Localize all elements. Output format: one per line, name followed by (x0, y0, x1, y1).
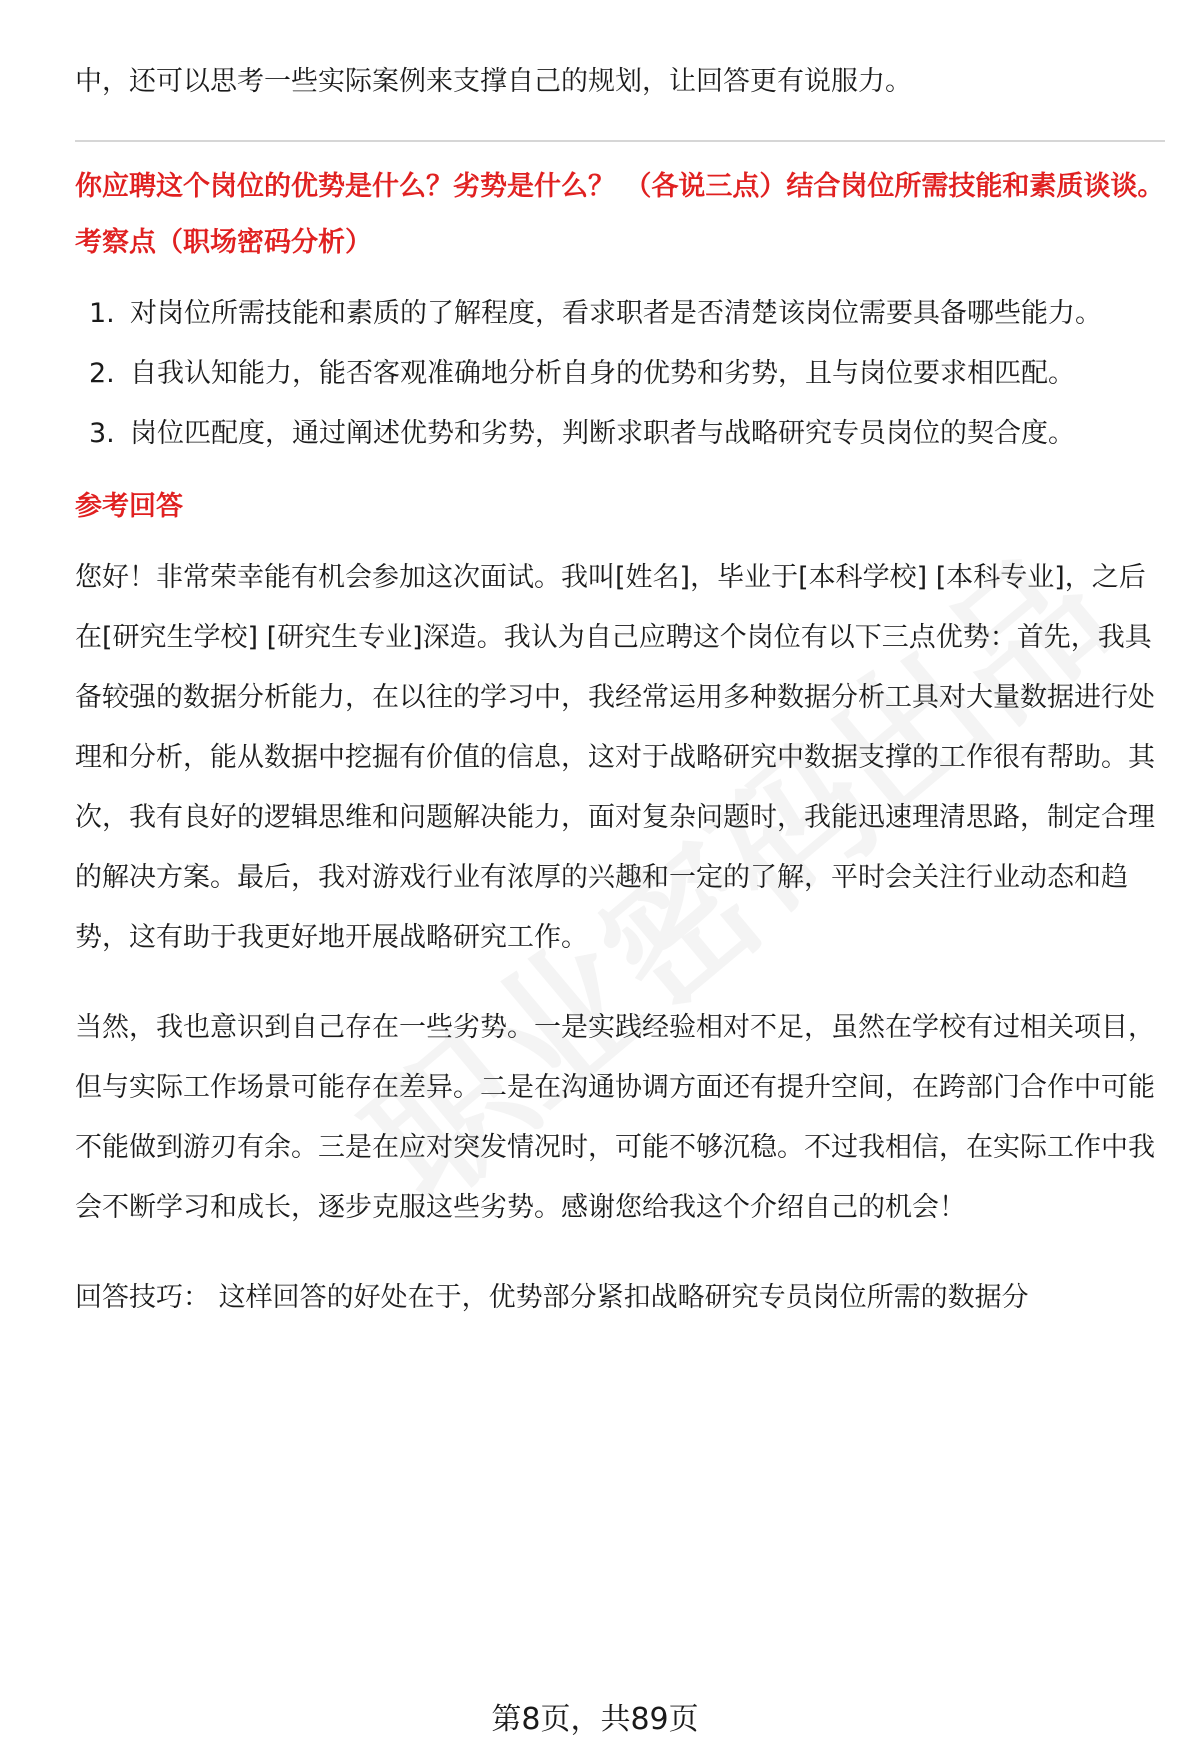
question-title: 你应聘这个岗位的优势是什么？劣势是什么？ （各说三点）结合岗位所需技能和素质谈谈。 (75, 171, 1165, 202)
assessment-heading: 考察点（职场密码分析） (75, 227, 372, 258)
intro-text: 中，还可以思考一些实际案例来支撑自己的规划，让回答更有说服力。 (75, 66, 912, 97)
list-number: 3. (89, 418, 115, 449)
assessment-list (75, 284, 1165, 464)
reference-paragraph: 当然，我也意识到自己存在一些劣势。一是实践经验相对不足，虽然在学校有过相关项目，但与实际工作场景可能存在差异。二是在沟通协调方面还有提升空间，在跨部门合作中可能不能做到游刃有余。三是在应对突发情况时，可能不够沉稳。不过我相信，在实际工作中我会不断学习和成长，逐步克服这些劣势。感谢您给我这个介绍自己的机会！ (75, 1012, 1155, 1223)
list-item (75, 284, 1165, 344)
section-divider (75, 140, 1165, 142)
reference-paragraph: 您好！非常荣幸能有机会参加这次面试。我叫[姓名]，毕业于[本科学校] [本科专业]，之后在[研究生学校] [研究生专业]深造。我认为自己应聘这个岗位有以下三点优势：首先，我具备较强的数据分析能力，在以往的学习中，我经常运用多种数据分析工具对大量数据进行处理和分析，能从数据中挖掘有价值的信息，这对于战略研究中数据支撑的工作很有帮助。其次，我有良好的逻辑思维和问题解决能力，面对复杂问题时，我能迅速理清思路，制定合理的解决方案。最后，我对游戏行业有浓厚的兴趣和一定的了解，平时会关注行业动态和趋势，这有助于我更好地开展战略研究工作。 (75, 562, 1155, 953)
list-number: 1. (89, 298, 115, 329)
list-item-text: 对岗位所需技能和素质的了解程度，看求职者是否清楚该岗位需要具备哪些能力。 (130, 298, 1102, 329)
page-footer: 第8页，共89页 (491, 1702, 699, 1737)
answer-tip: 回答技巧： 这样回答的好处在于，优势部分紧扣战略研究专员岗位所需的数据分 (75, 1282, 1029, 1313)
list-item (75, 404, 1165, 464)
list-number: 2. (89, 358, 115, 389)
reference-heading: 参考回答 (75, 491, 183, 522)
list-item-text: 岗位匹配度，通过阐述优势和劣势，判断求职者与战略研究专员岗位的契合度。 (130, 418, 1075, 449)
list-item (75, 344, 1165, 404)
page-content (75, 52, 1165, 1328)
list-item-text: 自我认知能力，能否客观准确地分析自身的优势和劣势，且与岗位要求相匹配。 (130, 358, 1075, 389)
